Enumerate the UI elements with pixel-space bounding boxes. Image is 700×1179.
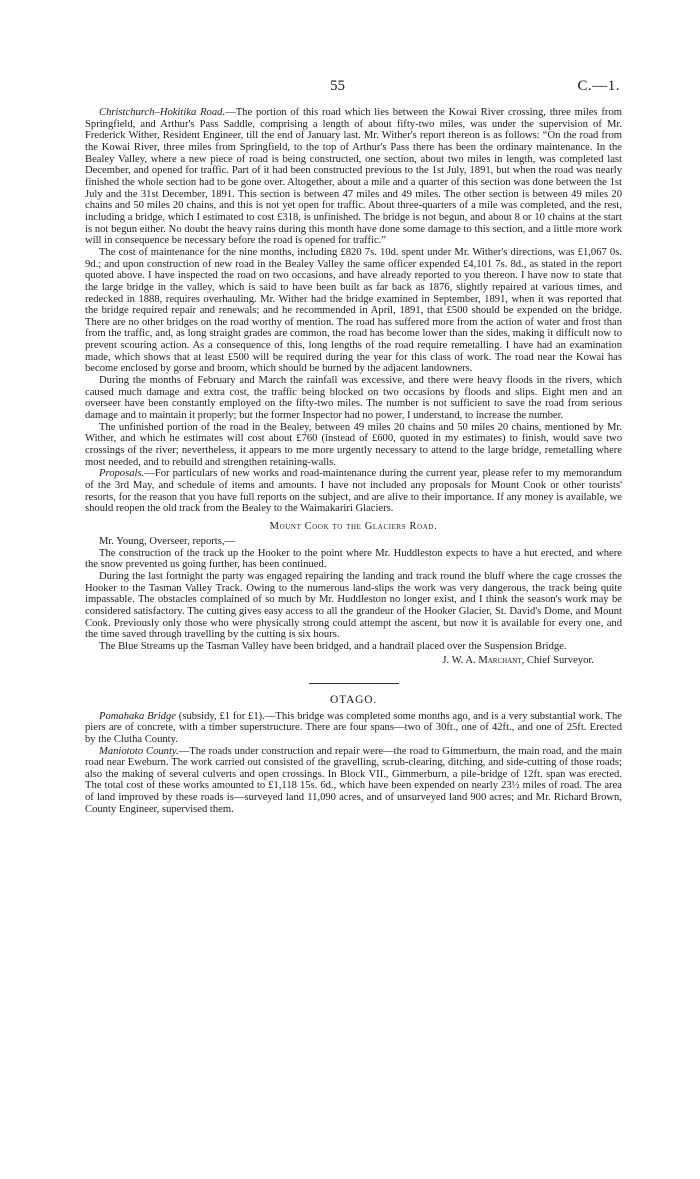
paragraph-text: (subsidy, £1 for £1).—This bridge was completed some months ago, and is a very substantial work. The piers are of concrete, with a timber superstructure. There are four spans—two of 30ft., one of 42ft., and one of 25ft. Erected by the Clutha County. — [85, 710, 622, 745]
page-body — [85, 107, 622, 815]
signature — [85, 654, 622, 667]
document-code: C.—1. — [577, 78, 620, 94]
paragraph-maintenance-cost — [85, 247, 622, 375]
paragraph-text: The unfinished portion of the road in the Bealey, between 49 miles 20 chains and 50 miles 20 chains, mentioned by Mr. Wither, and which he estimates will cost about £760 (instead of £600, quoted in my estimates) to finish, would save two crossings of the river; nevertheless, it appears to me more urgently necessary to attend to the large bridge, remetalling where most needed, and to rebuild and strengthen retaining-walls. — [85, 421, 622, 468]
page-number: 55 — [330, 78, 345, 94]
paragraph-proposals — [85, 468, 622, 515]
paragraph-text: —The roads under construction and repair were—the road to Gimmerburn, the main road, and the main road near Eweburn. The work carried out consisted of the gravelling, scrub-clearing, ditching, and side-cutting of those roads; also the making of several culverts and open crossings. In Block VII., Gimmerburn, a pile-bridge of 12ft. span was erected. The total cost of these works amounted to £1,118 15s. 6d., which have been expended on nearly 23½ miles of road. The area of land improved by these roads is—surveyed land 11,090 acres, and of unsurveyed land 900 acres; and Mr. Richard Brown, County Engineer, supervised them. — [85, 745, 622, 815]
paragraph-text: —For particulars of new works and road-maintenance during the current year, please refer to my memorandum of the 3rd May, and schedule of items and amounts. I have not included any proposals for Mount Cook or other tourists' resorts, for the reason that you have full reports on the subject, and are alive to their importance. If any money is available, we should reopen the old track from the Bealey to the Waimakariri Glaciers. — [85, 468, 622, 515]
paragraph-unfinished-portion — [85, 422, 622, 469]
paragraph-christchurch-hokitika — [85, 107, 622, 247]
paragraph-blue-streams: The Blue Streams up the Tasman Valley have been bridged, and a handrail placed over the Suspension Bridge. — [99, 640, 567, 652]
paragraph-text: The cost of maintenance for the nine months, including £820 7s. 10d. spent under Mr. Wither's directions, was £1,067 0s. 9d.; and upon construction of new road in the Bealey Valley the same officer expended £4,101 7s. 8d., as stated in the report quoted above. I have inspected the road on two occasions, and have already reported to you thereon. I have now to state that the large bridge in the valley, which is said to have been built as far back as 1876, slightly repaired at various times, and redecked in 1888, requires overhauling. Mr. Wither had the bridge examined in September, 1891, when it was reported that the bridge required repair and renewals; and he recommended in April, 1891, that £500 should be expended on the bridge. There are no other bridges on the road worthy of mention. The road has suffered more from the action of water and frost than from the traffic, and, as long straight grades are common, the road has become lower than the sides, making it difficult now to prevent scouring action. As a consequence of this, long lengths of the road require remetalling. I have had an examination made, which shows that at least £500 will be required during the year for this class of work. The road near the Kowai has become enclosed by gorse and broom, which should be burned by the adjacent landowners. — [85, 246, 622, 375]
section-heading-mount-cook: Mount Cook to the Glaciers Road. — [269, 520, 438, 532]
paragraph-lead: Christchurch–Hokitika Road. — [99, 107, 226, 118]
paragraph-text: During the months of February and March the rainfall was excessive, and there were heavy floods in the rivers, which caused much damage and extra cost, the traffic being blocked on two occasions by floods and slips. Eight men and an overseer have been constantly employed on the fifty-two miles. The number is not sufficient to save the road from serious damage and to maintain it properly; but the former Inspector had no power, I understand, to increase the number. — [85, 375, 622, 422]
signature-title: Chief Surveyor. — [526, 654, 594, 666]
paragraph-text: —The portion of this road which lies between the Kowai River crossing, three miles from Springfield, and Arthur's Pass Saddle, comprising a length of about fifty-two miles, was under the supervision of Mr. Frederick Wither, Resident Engineer, till the end of January last. Mr. Wither's report thereon is as follows: “On the road from the Kowai River, three miles from Springfield, to the top of Arthur's Pass there has been the ordinary maintenance. In the Bealey Valley, where a new piece of road is being constructed, one section, about two miles in length, was completed last December, and opened for traffic. Part of it had been constructed previous to the 1st July, 1891, but when the road was nearly finished the whole section had to be gone over. Altogether, about a mile and a quarter of this section was done between the 1st July and the 31st December, 1891. This section is between 47 miles and 49 miles. The other section is between 49 miles 20 chains and 50 miles 20 chains, and this is not yet open for traffic. About three-quarters of a mile was completed, and the rest, including a bridge, which I estimated to cost £318, is unfinished. The bridge is not begun, and about 8 or 10 chains at the start is not begun either. No doubt the heavy rains during this month have done some damage to this section, and a little more work will in consequence be necessary before the road is opened for traffic.” — [85, 107, 622, 247]
page-header — [0, 78, 700, 100]
paragraph-maniototo-county — [85, 746, 622, 816]
signature-name: J. W. A. Marchant, — [442, 654, 525, 666]
paragraph-lead: Maniototo County. — [99, 745, 179, 757]
paragraph-lead: Pomahaka Bridge — [99, 710, 176, 722]
section-divider — [309, 683, 399, 684]
paragraph-lead: Proposals. — [99, 468, 145, 480]
section-heading-otago: OTAGO. — [330, 693, 377, 706]
paragraph-overseer-intro: Mr. Young, Overseer, reports,— — [99, 535, 236, 547]
paragraph-fortnight-work: During the last fortnight the party was engaged repairing the landing and track round the bluff where the cage crosses the Hooker to the Tasman Valley Track. Owing to the numerous land-slips the work was very dangerous, the track being quite impassable. The obstacles complained of so much by Mr. Huddleston no longer exist, and I think the season's work may be considered satisfactory. The cutting gives easy access to all the grandeur of the Hooker Glacier, St. David's Dome, and Mount Cook. Previously only those who were physically strong could attempt the ascent, but now it is available for every one, and the time saved through travelling by the cutting is six hours. — [85, 570, 622, 641]
paragraph-rainfall — [85, 375, 622, 422]
paragraph-hooker-track: The construction of the track up the Hooker to the point where Mr. Huddleston expects to have a hut erected, and where the snow prevented us going further, has been continued. — [85, 547, 622, 571]
paragraph-pomahaka-bridge — [85, 711, 622, 746]
